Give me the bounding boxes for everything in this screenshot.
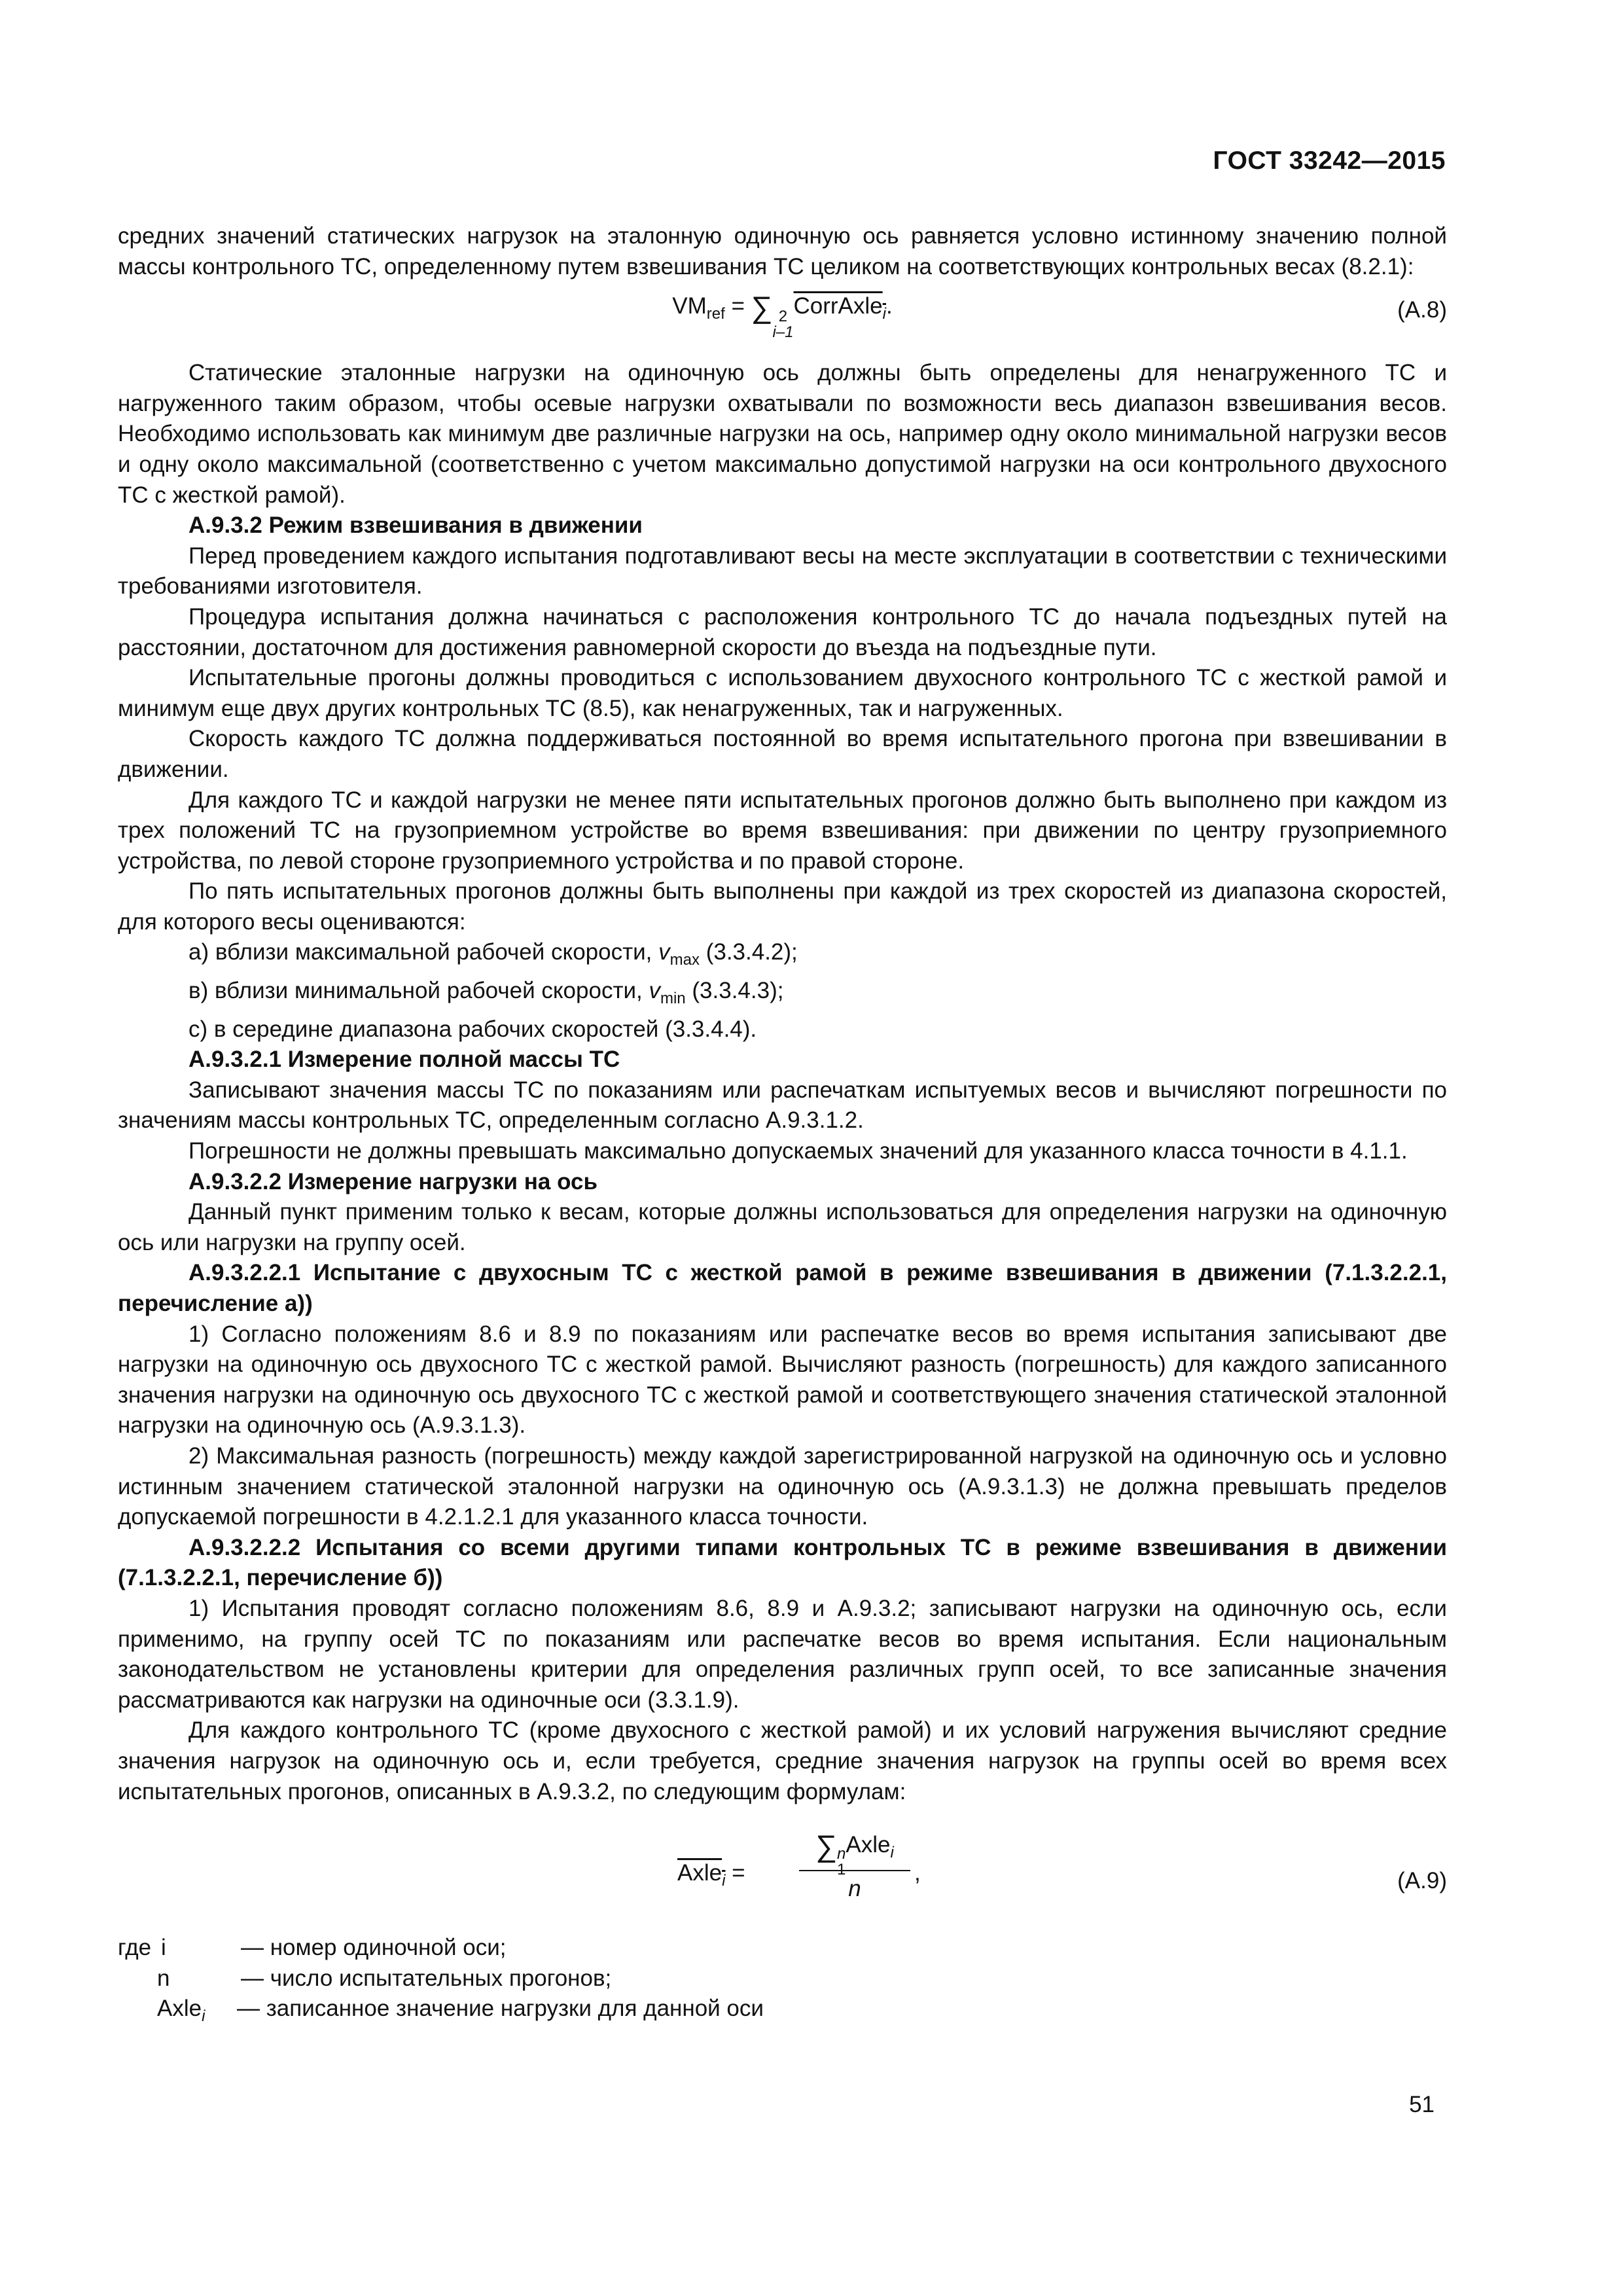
- paragraph: 1) Испытания проводят согласно положениям 8.6, 8.9 и А.9.3.2; записывают нагрузки на одиночную ось, если применимо, на группу осей ТС по показаниям или распечатке весов во время испытания. Если национальным законодательством не установлены критерии для определения различных групп осей, то все записанные значения рассматриваются как нагрузки на одиночные оси (3.3.1.9).: [118, 1595, 1447, 1713]
- paragraph: Статические эталонные нагрузки на одиночную ось должны быть определены для ненагруженного ТС и нагруженного таким образом, чтобы осевые нагрузки охватывали по возможности весь диапазон взвешивания весов. Необходимо использовать как минимум две различные нагрузки на ось, например одну около минимальной нагрузки весов и одну около максимальной (соответственно с учетом максимально допустимой нагрузки на оси контрольного двухосного ТС с жесткой рамой).: [118, 360, 1447, 508]
- legend-row: где i — номер одиночной оси;: [118, 1935, 507, 1961]
- paragraph: Для каждого ТС и каждой нагрузки не менее пяти испытательных прогонов должно быть выполнено при каждом из трех положений ТС на грузоприемном устройстве во время взвешивания: при движении по центру грузоприемного устройства, по левой стороне грузоприемного устройства и по правой стороне.: [118, 787, 1447, 874]
- section-heading: А.9.3.2.2.1 Испытание с двухосным ТС с жесткой рамой в режиме взвешивания в движении (7.1.3.2.2.1, перечисление а)): [118, 1260, 1447, 1316]
- paragraph: Процедура испытания должна начинаться с расположения контрольного ТС до начала подъездных путей на расстоянии, достаточном для достижения равномерной скорости до въезда на подъездные пути.: [118, 603, 1447, 660]
- section-heading: А.9.3.2 Режим взвешивания в движении: [188, 512, 643, 539]
- page-number: 51: [1409, 2092, 1435, 2117]
- formula-a9: [118, 1824, 1447, 1922]
- paragraph: По пять испытательных прогонов должны быть выполнены при каждой из трех скоростей из диапазона скоростей, для которого весы оцениваются:: [118, 878, 1447, 935]
- paragraph: Испытательные прогоны должны проводиться с использованием двухосного контрольного ТС с жесткой рамой и минимум еще двух других контрольных ТС (8.5), как ненагруженных, так и нагруженных.: [118, 665, 1447, 721]
- list-item: с) в середине диапазона рабочих скоростей (3.3.4.4).: [188, 1016, 757, 1042]
- paragraph: Погрешности не должны превышать максимально допускаемых значений для указанного класса точности в 4.1.1.: [188, 1138, 1408, 1164]
- formula-a9-expression: Axle$_i$ = ∑ n 1 Axle$_i$ n ,: [677, 1829, 921, 1902]
- paragraph: 1) Согласно положениям 8.6 и 8.9 по показаниям или распечатке весов во время испытания записывают две нагрузки на одиночную ось двухосного ТС с жесткой рамой. Вычисляют разность (погрешность) для каждого записанного значения нагрузки на одиночную ось двухосного ТС с жесткой рамой и соответствующего значения статической эталонной нагрузки на одиночную ось (А.9.3.1.3).: [118, 1321, 1447, 1439]
- sum-symbol: ∑: [815, 1829, 837, 1863]
- page-body: [118, 221, 1447, 2024]
- paragraph: Записывают значения массы ТС по показаниям или распечаткам испытуемых весов и вычисляют погрешности по значениям массы контрольных ТС, определенным согласно А.9.3.1.2.: [118, 1077, 1447, 1134]
- paragraph: 2) Максимальная разность (погрешность) между каждой зарегистрированной нагрузкой на одиночную ось и условно истинным значением статической эталонной нагрузки на одиночную ось (А.9.3.1.3) не должна превышать пределов допускаемой погрешности в 4.2.1.2.1 для указанного класса точности.: [118, 1443, 1447, 1530]
- fraction-bar: [799, 1870, 910, 1871]
- formula-a8: [118, 286, 1447, 342]
- formula-a8-expression: $VM_{ref}$ = ∑ 2 i–1 CorrAxle$_i$.: [672, 290, 893, 342]
- paragraph: Данный пункт применим только к весам, которые должны использоваться для определения нагрузки на одиночную ось или нагрузки на группу осей.: [118, 1199, 1447, 1255]
- formula-a9-number: (А.9): [1397, 1868, 1447, 1894]
- legend-row: Axle$_i$ — записанное значение нагрузки для данной оси: [157, 1996, 764, 2026]
- section-heading: А.9.3.2.2.2 Испытания со всеми другими типами контрольных ТС в режиме взвешивания в движении (7.1.3.2.2.1, перечисление б)): [118, 1534, 1447, 1591]
- paragraph: Скорость каждого ТС должна поддерживаться постоянной во время испытательного прогона при взвешивании в движении.: [118, 726, 1447, 782]
- list-item: в) вблизи минимальной рабочей скорости, $v_{min}$ (3.3.4.3);: [188, 978, 784, 1008]
- sum-symbol: ∑: [751, 290, 773, 325]
- paragraph: Перед проведением каждого испытания подготавливают весы на месте эксплуатации в соответствии с техническими требованиями изготовителя.: [118, 543, 1447, 600]
- standard-header: ГОСТ 33242—2015: [1213, 147, 1446, 175]
- section-heading: А.9.3.2.2 Измерение нагрузки на ось: [188, 1168, 597, 1194]
- section-heading: А.9.3.2.1 Измерение полной массы ТС: [188, 1047, 620, 1073]
- list-item: а) вблизи максимальной рабочей скорости, $v_{max}$ (3.3.4.2);: [188, 939, 798, 969]
- formula-a8-number: (А.8): [1397, 297, 1447, 323]
- paragraph: Для каждого контрольного ТС (кроме двухосного с жесткой рамой) и их условий нагружения вычисляют средние значения нагрузок на одиночную ось и, если требуется, средние значения нагрузок на группы осей во время всех испытательных прогонов, описанных в А.9.3.2, по следующим формулам:: [118, 1717, 1447, 1804]
- paragraph: средних значений статических нагрузок на эталонную одиночную ось равняется условно истинному значению полной массы контрольного ТС, определенному путем взвешивания ТС целиком на соответствующих контрольных весах (8.2.1):: [118, 223, 1447, 279]
- legend-row: n — число испытательных прогонов;: [157, 1965, 612, 1991]
- symbol-legend: [118, 1933, 1447, 2024]
